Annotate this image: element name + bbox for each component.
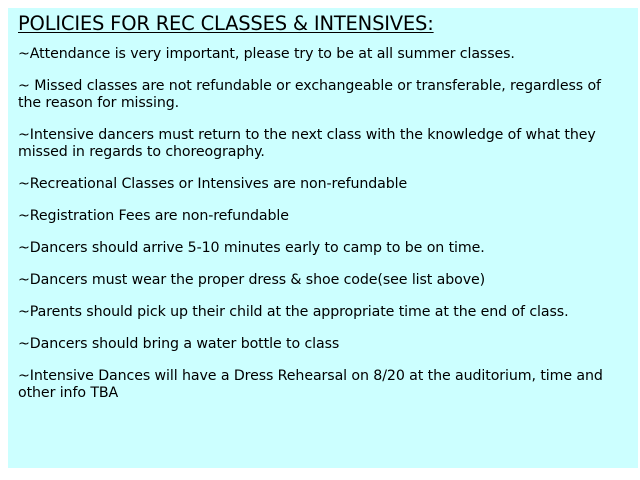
policies-title: POLICIES FOR REC CLASSES & INTENSIVES: <box>18 12 434 35</box>
policies-panel <box>8 8 638 468</box>
policy-item-dress-code: ~Dancers must wear the proper dress & shoe code(see list above) <box>18 272 486 288</box>
policy-item-pick-up: ~Parents should pick up their child at the appropriate time at the end of class. <box>18 304 569 320</box>
policy-item-dress-rehearsal: ~Intensive Dances will have a Dress Rehearsal on 8/20 at the auditorium, time and other info TBA <box>18 368 603 401</box>
policy-item-non-refundable-classes: ~Recreational Classes or Intensives are non-refundable <box>18 176 408 192</box>
policy-item-attendance: ~Attendance is very important, please try to be at all summer classes. <box>18 46 515 62</box>
policy-item-water-bottle: ~Dancers should bring a water bottle to class <box>18 336 340 352</box>
policy-list <box>18 46 628 402</box>
policy-item-arrive-early: ~Dancers should arrive 5-10 minutes early to camp to be on time. <box>18 240 485 256</box>
policy-item-choreography: ~Intensive dancers must return to the next class with the knowledge of what they missed in regards to choreography. <box>18 127 596 160</box>
policy-item-missed-classes: ~ Missed classes are not refundable or exchangeable or transferable, regardless of the reason for missing. <box>18 78 601 111</box>
policy-item-registration-fees: ~Registration Fees are non-refundable <box>18 208 289 224</box>
